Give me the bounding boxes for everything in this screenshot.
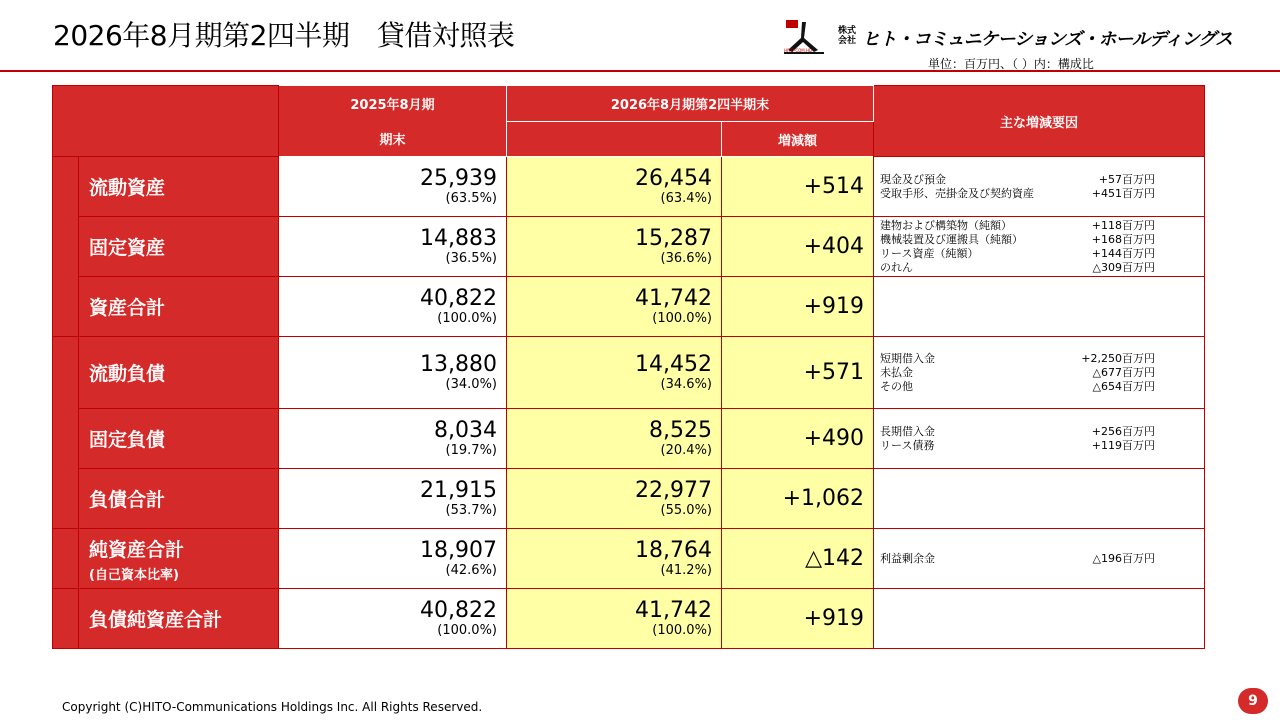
logo-sub-line1: 株式 bbox=[838, 26, 857, 36]
row-label bbox=[79, 217, 279, 277]
row-label bbox=[79, 409, 279, 469]
cur-value: 26,454 bbox=[635, 165, 712, 191]
cur-value: 14,452 bbox=[635, 351, 712, 377]
logo-sub-line2: 会社 bbox=[838, 36, 857, 46]
table-body bbox=[53, 157, 1205, 649]
table-row bbox=[53, 217, 1205, 277]
copyright-footer: Copyright (C)HITO-Communications Holdings Inc. All Rights Reserved. bbox=[62, 700, 483, 714]
prev-ratio: (36.5%) bbox=[445, 250, 497, 266]
cur-ratio: (20.4%) bbox=[660, 442, 712, 458]
row-label-text: 純資産合計 bbox=[89, 538, 185, 561]
prev-value-cell bbox=[279, 409, 507, 469]
delta-value: +404 bbox=[722, 217, 874, 277]
factor-item bbox=[880, 366, 1198, 380]
cur-ratio: (100.0%) bbox=[652, 622, 712, 638]
factor-name: 未払金 bbox=[880, 365, 913, 379]
row-label-text: 固定負債 bbox=[89, 429, 166, 451]
prev-value: 25,939 bbox=[420, 165, 497, 191]
delta-value: +1,062 bbox=[722, 469, 874, 529]
factors-cell bbox=[874, 469, 1205, 529]
cur-value: 15,287 bbox=[635, 225, 712, 251]
row-group-marker bbox=[53, 157, 79, 337]
row-label bbox=[79, 277, 279, 337]
company-name: ヒト・コミュニケーションズ・ホールディングス bbox=[862, 29, 1233, 50]
prev-value: 8,034 bbox=[434, 417, 497, 443]
factors-cell bbox=[874, 277, 1205, 337]
col-delta-header: 増減額 bbox=[722, 122, 874, 157]
prev-ratio: (100.0%) bbox=[437, 310, 497, 326]
row-label bbox=[79, 157, 279, 217]
header-blank bbox=[53, 86, 279, 157]
cur-ratio: (100.0%) bbox=[652, 310, 712, 326]
factor-value: +2,250百万円 bbox=[1081, 351, 1155, 365]
table-row bbox=[53, 469, 1205, 529]
factor-value: +144百万円 bbox=[1091, 246, 1155, 260]
factors-cell bbox=[874, 157, 1205, 217]
factor-item bbox=[880, 425, 1198, 439]
row-label-text: 資産合計 bbox=[89, 297, 166, 319]
row-label bbox=[79, 589, 279, 649]
unit-note: 単位：百万円、（ ）内：構成比 bbox=[928, 57, 1094, 71]
factor-name: のれん bbox=[880, 260, 913, 274]
table-row bbox=[53, 529, 1205, 589]
col-prev-header: 2025年8月期 bbox=[279, 86, 507, 122]
row-label bbox=[79, 337, 279, 409]
col-prev-subheader: 期末 bbox=[279, 122, 507, 157]
prev-value: 13,880 bbox=[420, 351, 497, 377]
col-cur-subheader bbox=[507, 122, 722, 157]
cur-value-cell bbox=[507, 409, 722, 469]
prev-ratio: (63.5%) bbox=[445, 190, 497, 206]
row-label-text: 負債合計 bbox=[89, 489, 166, 511]
prev-value: 40,822 bbox=[420, 597, 497, 623]
delta-value: +490 bbox=[722, 409, 874, 469]
table-row bbox=[53, 409, 1205, 469]
cur-ratio: (34.6%) bbox=[660, 376, 712, 392]
factor-item bbox=[880, 247, 1198, 261]
prev-ratio: (100.0%) bbox=[437, 622, 497, 638]
row-label bbox=[79, 529, 279, 589]
factor-value: +118百万円 bbox=[1091, 218, 1155, 232]
table-row bbox=[53, 589, 1205, 649]
table-row bbox=[53, 277, 1205, 337]
cur-value-cell bbox=[507, 277, 722, 337]
factor-item bbox=[880, 439, 1198, 453]
factor-name: 長期借入金 bbox=[880, 424, 935, 438]
factors-cell bbox=[874, 409, 1205, 469]
factor-name: 利益剰余金 bbox=[880, 551, 935, 565]
factor-name: その他 bbox=[880, 379, 913, 393]
cur-value-cell bbox=[507, 469, 722, 529]
row-group-marker bbox=[53, 337, 79, 529]
prev-value: 14,883 bbox=[420, 225, 497, 251]
factors-cell bbox=[874, 589, 1205, 649]
prev-value-cell bbox=[279, 337, 507, 409]
cur-value: 18,764 bbox=[635, 537, 712, 563]
factor-value: +168百万円 bbox=[1091, 232, 1155, 246]
prev-value: 18,907 bbox=[420, 537, 497, 563]
row-group-marker bbox=[53, 529, 79, 589]
page-title: 2026年8月期第2四半期 貸借対照表 bbox=[53, 19, 515, 52]
factor-name: 短期借入金 bbox=[880, 351, 935, 365]
company-logo bbox=[782, 18, 1262, 58]
factor-name: 受取手形、売掛金及び契約資産 bbox=[880, 186, 1034, 200]
factor-name: 機械装置及び運搬具（純額） bbox=[880, 232, 1023, 246]
table-row bbox=[53, 337, 1205, 409]
factors-cell bbox=[874, 337, 1205, 409]
factor-name: 建物および構築物（純額） bbox=[880, 218, 1012, 232]
cur-value-cell bbox=[507, 529, 722, 589]
factor-item bbox=[880, 187, 1198, 201]
factors-cell bbox=[874, 529, 1205, 589]
factor-value: +451百万円 bbox=[1091, 186, 1155, 200]
logo-kabushiki bbox=[838, 26, 856, 46]
row-label-text: 固定資産 bbox=[89, 237, 166, 259]
delta-value: △142 bbox=[722, 529, 874, 589]
balance-sheet-table bbox=[52, 85, 1205, 649]
cur-value: 41,742 bbox=[635, 285, 712, 311]
row-label-text: 流動資産 bbox=[89, 177, 166, 199]
cur-value: 41,742 bbox=[635, 597, 712, 623]
prev-value-cell bbox=[279, 529, 507, 589]
row-label bbox=[79, 469, 279, 529]
cur-value: 8,525 bbox=[649, 417, 712, 443]
factor-name: リース資産（純額） bbox=[880, 246, 979, 260]
delta-value: +919 bbox=[722, 589, 874, 649]
factor-item bbox=[880, 261, 1198, 275]
cur-value-cell bbox=[507, 157, 722, 217]
factor-item bbox=[880, 552, 1198, 566]
cur-ratio: (63.4%) bbox=[660, 190, 712, 206]
cur-ratio: (36.6%) bbox=[660, 250, 712, 266]
factor-name: 現金及び預金 bbox=[880, 172, 946, 186]
row-group-marker bbox=[53, 589, 79, 649]
prev-value-cell bbox=[279, 277, 507, 337]
delta-value: +514 bbox=[722, 157, 874, 217]
factor-value: △677百万円 bbox=[1092, 365, 1155, 379]
cur-ratio: (41.2%) bbox=[660, 562, 712, 578]
prev-value-cell bbox=[279, 157, 507, 217]
cur-ratio: (55.0%) bbox=[660, 502, 712, 518]
row-label-text: 流動負債 bbox=[89, 363, 166, 385]
prev-ratio: (34.0%) bbox=[445, 376, 497, 392]
factor-value: +57百万円 bbox=[1098, 172, 1155, 186]
prev-ratio: (42.6%) bbox=[445, 562, 497, 578]
factor-value: +119百万円 bbox=[1091, 438, 1155, 452]
cur-value-cell bbox=[507, 217, 722, 277]
delta-value: +919 bbox=[722, 277, 874, 337]
prev-ratio: (19.7%) bbox=[445, 442, 497, 458]
col-factors-header: 主な増減要因 bbox=[874, 86, 1205, 157]
delta-value: +571 bbox=[722, 337, 874, 409]
factor-value: △654百万円 bbox=[1092, 379, 1155, 393]
factors-cell bbox=[874, 217, 1205, 277]
factor-item bbox=[880, 173, 1198, 187]
factor-item bbox=[880, 219, 1198, 233]
factor-item bbox=[880, 233, 1198, 247]
logo-mark-label: HITO-COM.HD bbox=[784, 48, 813, 53]
page-number-badge: 9 bbox=[1238, 688, 1268, 714]
factor-value: △196百万円 bbox=[1092, 551, 1155, 565]
prev-ratio: (53.7%) bbox=[445, 502, 497, 518]
factor-value: +256百万円 bbox=[1091, 424, 1155, 438]
row-sublabel: (自己資本比率) bbox=[89, 567, 179, 583]
cur-value-cell bbox=[507, 589, 722, 649]
col-cur-header: 2026年8月期第2四半期末 bbox=[507, 86, 874, 122]
row-label-text: 負債純資産合計 bbox=[89, 609, 223, 631]
prev-value: 40,822 bbox=[420, 285, 497, 311]
prev-value-cell bbox=[279, 589, 507, 649]
factor-value: △309百万円 bbox=[1092, 260, 1155, 274]
prev-value-cell bbox=[279, 469, 507, 529]
factor-name: リース債務 bbox=[880, 438, 935, 452]
cur-value: 22,977 bbox=[635, 477, 712, 503]
prev-value-cell bbox=[279, 217, 507, 277]
factor-item bbox=[880, 352, 1198, 366]
prev-value: 21,915 bbox=[420, 477, 497, 503]
factor-item bbox=[880, 380, 1198, 394]
cur-value-cell bbox=[507, 337, 722, 409]
table-row bbox=[53, 157, 1205, 217]
